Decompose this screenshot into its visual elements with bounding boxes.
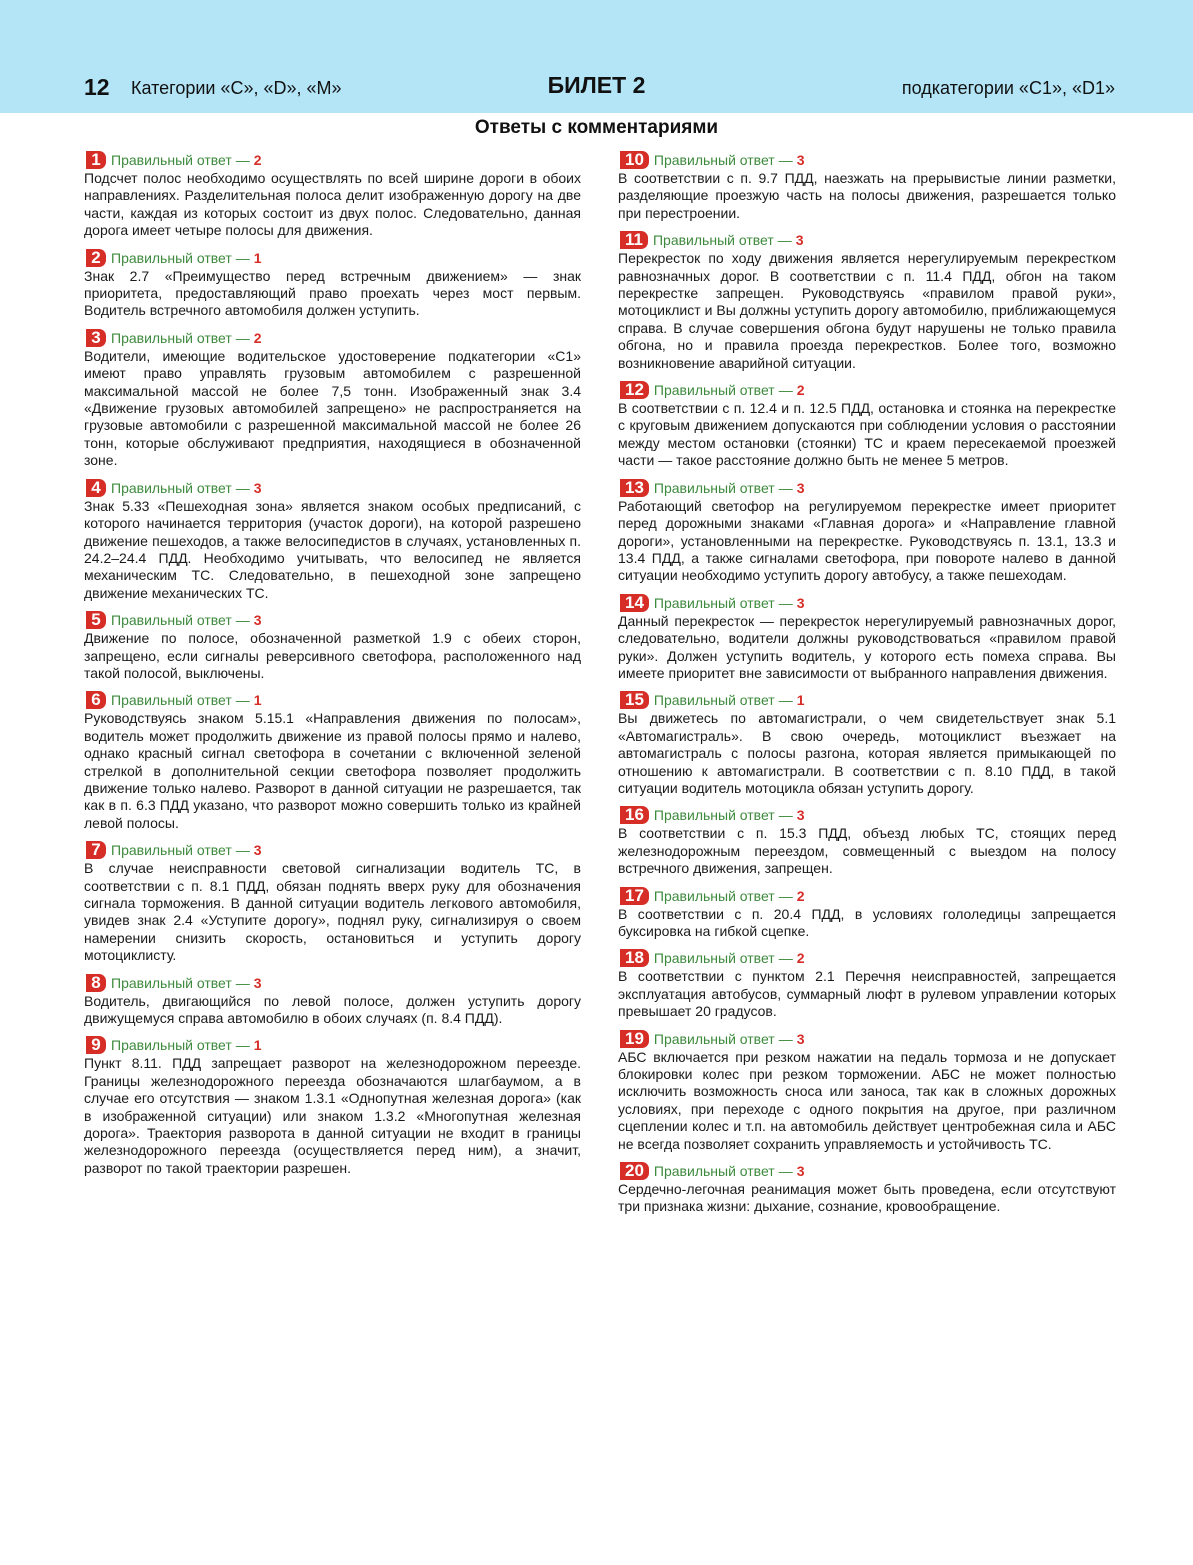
correct-answer-number: 2 — [253, 329, 262, 346]
correct-answer-number: 3 — [253, 612, 262, 629]
answer-dash: — — [778, 479, 793, 496]
correct-answer-label: Правильный ответ — [111, 612, 232, 629]
answer-block-4 — [84, 478, 581, 602]
section-title: Ответы с комментариями — [474, 117, 719, 138]
answer-block-15 — [618, 690, 1116, 797]
answer-comment: В соответствии с п. 15.3 ПДД, объезд любых ТС, стоящих перед железнодорожным переездом, совмещенный с выездом на полосу встречного движения, запрещен. — [618, 825, 1116, 877]
correct-answer-number: 3 — [796, 594, 805, 611]
answer-dash: — — [235, 692, 250, 709]
question-number-badge: 14 — [620, 594, 649, 612]
correct-answer-number: 1 — [253, 249, 262, 266]
answer-block-19 — [618, 1029, 1116, 1153]
correct-answer-label: Правильный ответ — [653, 950, 775, 967]
question-number-badge: 7 — [86, 841, 106, 859]
answer-dash: — — [778, 1030, 793, 1047]
correct-answer-number: 3 — [796, 152, 805, 168]
correct-answer-label: Правильный ответ — [653, 594, 775, 611]
correct-answer-label: Правильный ответ — [653, 382, 775, 399]
answer-block-18 — [618, 948, 1116, 1020]
answer-dash: — — [235, 612, 250, 629]
correct-answer-number: 1 — [253, 1037, 262, 1054]
answer-block-1 — [84, 150, 581, 240]
answer-comment: Руководствуясь знаком 5.15.1 «Направления движения по полосам», водитель может продолжить движение из правой полосы прямо и налево, однако красный сигнал светофора в сочетании с включенной зеленой стрелкой в дополнительной секции светофора позволяет продолжить движение только налево. Разворот в данной ситуации не разрешается, так как в п. 6.3 ПДД указано, что разворот можно совершить только из крайней левой полосы. — [84, 710, 581, 831]
answer-comment: Вы движетесь по автомагистрали, о чем свидетельствует знак 5.1 «Автомагистраль». В свою очередь, мотоциклист въезжает на автомагистраль с полосы разгона, которая является примыкающей по отношению к автомагистрали. В соответствии с п. 8.10 ПДД, в такой ситуации водитель мотоцикла обязан уступить дорогу. — [618, 710, 1116, 796]
answer-heading — [618, 1029, 1116, 1049]
correct-answer-label: Правильный ответ — [653, 152, 775, 168]
answer-dash: — — [235, 479, 250, 496]
page-number: 12 — [84, 74, 110, 100]
question-number-badge: 11 — [620, 231, 648, 249]
answer-dash: — — [778, 887, 793, 904]
answer-heading — [618, 1161, 1116, 1181]
correct-answer-label: Правильный ответ — [111, 479, 232, 496]
ticket-title: БИЛЕТ 2 — [547, 72, 646, 98]
correct-answer-number: 3 — [253, 842, 262, 859]
question-number-badge: 19 — [620, 1030, 649, 1048]
answer-block-8 — [84, 973, 581, 1028]
answer-dash: — — [235, 152, 250, 168]
answer-comment: В случае неисправности световой сигнализации водитель ТС, в соответствии с п. 8.1 ПДД, обязан поднять вверх руку для обозначения сигнала торможения. В данной ситуации водитель легкового автомобиля, увидев знак 2.4 «Уступите дорогу», поднял руку, сигнализируя о своем намерении снизить скорость, остановиться и уступить дорогу мотоциклисту. — [84, 860, 581, 964]
page-header — [0, 0, 1193, 113]
correct-answer-label: Правильный ответ — [111, 152, 232, 168]
question-number-badge: 8 — [86, 974, 106, 992]
question-number-badge: 10 — [620, 151, 649, 169]
correct-answer-label: Правильный ответ — [111, 842, 232, 859]
answer-block-20 — [618, 1161, 1116, 1216]
correct-answer-number: 1 — [796, 692, 805, 709]
answer-dash: — — [778, 692, 793, 709]
question-number-badge: 18 — [620, 949, 649, 967]
correct-answer-label: Правильный ответ — [653, 1030, 775, 1047]
question-number-badge: 4 — [86, 479, 106, 497]
answer-comment: Подсчет полос необходимо осуществлять по всей ширине дороги в обоих направлениях. Разделительная полоса делит изображенную дорогу на две части, каждая из которых состоит из двух полос. Следовательно, данная дорога имеет четыре полосы для движения. — [84, 170, 581, 239]
answer-comment: Движение по полосе, обозначенной разметкой 1.9 с обеих сторон, запрещено, если сигналы реверсивного светофора, расположенного над такой полосой, выключены. — [84, 630, 581, 681]
answer-dash: — — [778, 807, 793, 824]
answer-dash: — — [778, 950, 793, 967]
correct-answer-label: Правильный ответ — [653, 1163, 775, 1180]
answer-comment: В соответствии с п. 12.4 и п. 12.5 ПДД, остановка и стоянка на перекрестке с круговым движением допускаются при соблюдении условия о расстоянии между местом остановки (стоянки) ТС и краем пересекаемой проезжей части — такое расстояние должно быть не менее 5 метров. — [618, 400, 1116, 469]
answer-dash: — — [235, 842, 250, 859]
question-number-badge: 16 — [620, 806, 649, 824]
answer-dash: — — [778, 382, 793, 399]
answer-block-13 — [618, 478, 1116, 585]
answer-heading — [618, 380, 1116, 400]
answer-dash: — — [778, 594, 793, 611]
correct-answer-number: 3 — [796, 479, 805, 496]
question-number-badge: 15 — [620, 691, 649, 709]
question-number-badge: 17 — [620, 887, 649, 905]
answer-dash: — — [235, 249, 250, 266]
answer-block-9 — [84, 1035, 581, 1177]
answer-heading — [618, 948, 1116, 968]
answer-comment: В соответствии с п. 20.4 ПДД, в условиях гололедицы запрещается буксировка на гибкой сцепке. — [618, 905, 1116, 939]
question-number-badge: 1 — [86, 151, 106, 169]
correct-answer-label: Правильный ответ — [653, 479, 775, 496]
question-number-badge: 3 — [86, 329, 106, 347]
correct-answer-number: 3 — [253, 479, 262, 496]
answers-column-left — [84, 150, 581, 1185]
question-number-badge: 6 — [86, 691, 106, 709]
correct-answer-label: Правильный ответ — [653, 807, 775, 824]
answer-heading — [618, 690, 1116, 710]
answer-comment: Знак 5.33 «Пешеходная зона» является знаком особых предписаний, с которого начинается территория (участок дороги), на которой разрешено движение пешеходов, а также велосипедистов в случаях, установленных п. 24.2–24.4 ПДД. Необходимо учитывать, что велосипед не является механическим ТС. Следовательно, в пешеходной зоне запрещено движение механических ТС. — [84, 497, 581, 601]
question-number-badge: 5 — [86, 611, 106, 629]
answer-dash: — — [778, 152, 793, 168]
answer-heading — [618, 805, 1116, 825]
answer-block-10 — [618, 150, 1116, 222]
answer-heading — [84, 840, 581, 860]
question-number-badge: 9 — [86, 1036, 106, 1054]
answer-block-17 — [618, 886, 1116, 941]
correct-answer-number: 1 — [253, 692, 262, 709]
answer-comment: АБС включается при резком нажатии на педаль тормоза и не допускает блокировки колес при резком торможении. АБС не может полностью исключить возможность сноса или заноса, так как в сложных дорожных условиях, при переходе с одного покрытия на другое, при различном сцеплении колес и т.п. на автомобиль действует центробежная сила и АБС не всегда позволяет сохранить управляемость и устойчивость ТС. — [618, 1048, 1116, 1152]
correct-answer-number: 3 — [796, 1030, 805, 1047]
question-number-badge: 2 — [86, 249, 106, 267]
answer-comment: Данный перекресток — перекресток нерегулируемый равнозначных дорог, следовательно, водители должны руководствоваться «правилом правой руки». Должен уступить водитель, у которого есть помеха справа. Вы имеете приоритет вне зависимости от выбранного направления движения. — [618, 612, 1116, 681]
answer-heading — [618, 150, 1116, 170]
answer-block-12 — [618, 380, 1116, 470]
answer-heading — [618, 478, 1116, 498]
correct-answer-label: Правильный ответ — [111, 249, 232, 266]
correct-answer-label: Правильный ответ — [653, 887, 775, 904]
answer-heading — [84, 328, 581, 348]
answer-heading — [84, 248, 581, 268]
answer-block-14 — [618, 593, 1116, 683]
correct-answer-number: 3 — [795, 232, 804, 249]
header-categories-left: Категории «C», «D», «M» — [131, 78, 342, 98]
correct-answer-label: Правильный ответ — [111, 974, 232, 991]
answer-block-6 — [84, 690, 581, 832]
answer-comment: Сердечно-легочная реанимация может быть проведена, если отсутствуют три признака жизни: дыхание, сознание, кровообращение. — [618, 1181, 1116, 1215]
correct-answer-label: Правильный ответ — [111, 1037, 232, 1054]
answers-column-right — [618, 150, 1116, 1224]
question-number-badge: 13 — [620, 479, 649, 497]
correct-answer-label: Правильный ответ — [111, 329, 232, 346]
header-categories-right: подкатегории «C1», «D1» — [901, 78, 1115, 98]
answer-heading — [618, 886, 1116, 906]
correct-answer-number: 3 — [796, 1163, 805, 1180]
answer-block-16 — [618, 805, 1116, 877]
answer-comment: Водитель, двигающийся по левой полосе, должен уступить дорогу движущемуся справа автомобилю в обоих случаях (п. 8.4 ПДД). — [84, 992, 581, 1027]
answer-heading — [84, 610, 581, 630]
answer-comment: В соответствии с пунктом 2.1 Перечня неисправностей, запрещается эксплуатация автобусов, суммарный люфт в рулевом управлении которых превышает 20 градусов. — [618, 968, 1116, 1020]
answer-block-3 — [84, 328, 581, 470]
answer-comment: Работающий светофор на регулируемом перекрестке имеет приоритет перед дорожными знаками «Главная дорога» и «Направление главной дороги», установленными на перекрестке. Руководствуясь п. 13.1, 13.3 и 13.4 ПДД, а также сигналами светофора, при повороте налево в данной ситуации необходимо уступить дорогу автобусу, а также пешеходам. — [618, 497, 1116, 584]
correct-answer-number: 2 — [796, 382, 805, 399]
answer-dash: — — [235, 974, 250, 991]
answer-block-11 — [618, 230, 1116, 372]
answer-comment: Пункт 8.11. ПДД запрещает разворот на железнодорожном переезде. Границы железнодорожного переезда обозначаются шлагбаумом, а в случае его отсутствия — знаком 1.3.1 «Однопутная железная дорога» (как в изображенной ситуации) или знаком 1.3.2 «Многопутная железная дорога». Траектория разворота в данной ситуации не входит в границы железнодорожного переезда (осуществляется перед ним), а значит, разворот по такой траектории разрешен. — [84, 1055, 581, 1176]
answer-comment: Перекресток по ходу движения является нерегулируемым перекрестком равнозначных дорог. В соответствии с п. 11.4 ПДД, обгон на таком перекрестке запрещен. Руководствуясь «правилом правой руки», мотоциклист и Вы должны уступить дорогу автомобилю, приближающемуся справа. В случае совершения обгона будут нарушены не только правила обгона, но и правила проезда перекрестков. Более того, возможно возникновение аварийной ситуации. — [618, 250, 1116, 371]
answer-block-7 — [84, 840, 581, 964]
correct-answer-label: Правильный ответ — [653, 692, 775, 709]
answer-dash: — — [778, 1163, 793, 1180]
answer-heading — [84, 150, 581, 170]
answer-dash: — — [235, 329, 250, 346]
answer-dash: — — [235, 1037, 250, 1054]
answer-heading — [84, 478, 581, 498]
answer-comment: Знак 2.7 «Преимущество перед встречным движением» — знак приоритета, предоставляющий право проехать через мост первым. Водитель встречного автомобиля должен уступить. — [84, 267, 581, 319]
question-number-badge: 20 — [620, 1162, 649, 1180]
answer-heading — [84, 973, 581, 993]
answer-heading — [84, 1035, 581, 1055]
answer-comment: Водители, имеющие водительское удостоверение подкатегории «C1» имеют право управлять грузовым автомобилем с разрешенной максимальной массой не более 7,5 тонн. Изображенный знак 3.4 «Движение грузовых автомобилей запрещено» не распространяется на грузовые автомобили с разрешенной максимальной массой не более 26 тонн, которые обслуживают предприятия, находящиеся в обозначенной зоне. — [84, 347, 581, 469]
correct-answer-number: 2 — [253, 152, 262, 168]
correct-answer-label: Правильный ответ — [652, 232, 774, 249]
correct-answer-number: 2 — [796, 887, 805, 904]
answer-heading — [618, 230, 1116, 250]
correct-answer-number: 3 — [253, 974, 262, 991]
answer-dash: — — [777, 232, 792, 249]
answer-block-5 — [84, 610, 581, 682]
answer-heading — [84, 690, 581, 710]
answer-comment: В соответствии с п. 9.7 ПДД, наезжать на прерывистые линии разметки, разделяющие проезжую часть на полосы движения, разрешается только при перестроении. — [618, 170, 1116, 221]
answer-heading — [618, 593, 1116, 613]
correct-answer-number: 2 — [796, 950, 805, 967]
answer-block-2 — [84, 248, 581, 320]
question-number-badge: 12 — [620, 381, 649, 399]
correct-answer-label: Правильный ответ — [111, 692, 232, 709]
correct-answer-number: 3 — [796, 807, 805, 824]
